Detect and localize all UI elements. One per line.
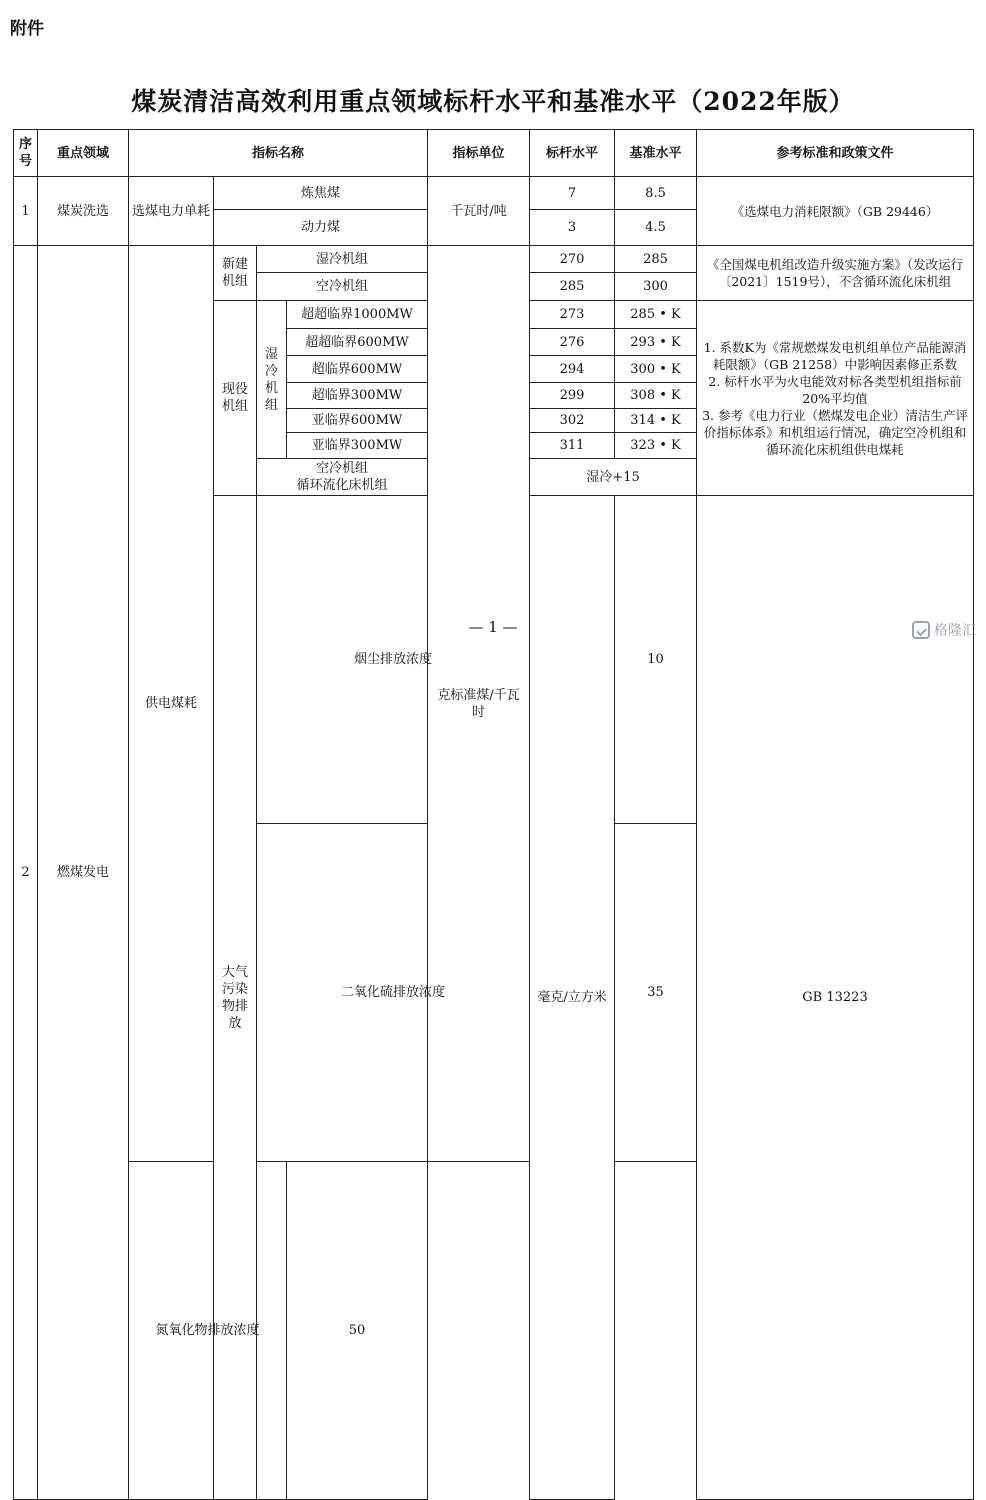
new-item-name: 湿冷机组 [257, 246, 428, 273]
wet-group: 湿冷机组 [257, 301, 287, 459]
emission-item-benchmark: 35 [615, 824, 697, 1162]
emission-item-name: 氮氧化物排放浓度 [129, 1162, 287, 1500]
existing-item-name: 亚临界600MW [287, 409, 428, 433]
row1-reference: 《选煤电力消耗限额》（GB 29446） [697, 177, 974, 246]
header-reference: 参考标准和政策文件 [697, 130, 974, 177]
header-seq: 序号 [14, 130, 38, 177]
existing-item-benchmark: 311 [530, 433, 615, 459]
existing-item-baseline: 308 • K [615, 383, 697, 409]
attachment-label: 附件 [10, 19, 44, 39]
existing-item-name: 超临界300MW [287, 383, 428, 409]
existing-reference-line: 3. 参考《电力行业（燃煤发电企业）清洁生产评价指标体系》和机组运行情况，确定空冷机组和循环流化床机组供电煤耗 [702, 407, 968, 457]
new-item-benchmark: 285 [530, 273, 615, 301]
existing-item-baseline: 300 • K [615, 356, 697, 383]
supply-indicator: 供电煤耗 [129, 246, 214, 1162]
row1-item-benchmark: 7 [530, 177, 615, 210]
table-row [14, 177, 974, 210]
row2-seq: 2 [14, 246, 38, 1500]
aircool-name [257, 459, 428, 496]
existing-item-benchmark: 302 [530, 409, 615, 433]
existing-item-name: 超超临界600MW [287, 329, 428, 356]
existing-item-baseline: 314 • K [615, 409, 697, 433]
header-field: 重点领域 [38, 130, 129, 177]
emission-unit: 毫克/立方米 [530, 496, 615, 1500]
row1-indicator: 选煤电力单耗 [129, 177, 214, 246]
row1-item-benchmark: 3 [530, 210, 615, 246]
row1-seq: 1 [14, 177, 38, 246]
emission-item-benchmark: 50 [287, 1162, 428, 1500]
watermark-text: 格隆汇 [934, 623, 976, 639]
existing-item-benchmark: 299 [530, 383, 615, 409]
row1-field: 煤炭洗选 [38, 177, 129, 246]
row1-item-name: 动力煤 [214, 210, 428, 246]
table-row [14, 246, 974, 273]
existing-item-benchmark: 276 [530, 329, 615, 356]
row1-item-baseline: 8.5 [615, 177, 697, 210]
existing-item-benchmark: 294 [530, 356, 615, 383]
aircool-line: 空冷机组 [316, 461, 369, 476]
new-group: 新建机组 [214, 246, 257, 301]
existing-item-baseline: 293 • K [615, 329, 697, 356]
emission-item-name: 烟尘排放浓度 [257, 496, 530, 824]
existing-item-name: 亚临界300MW [287, 433, 428, 459]
watermark [912, 620, 976, 640]
header-baseline: 基准水平 [615, 130, 697, 177]
existing-reference [697, 301, 974, 496]
row2-field: 燃煤发电 [38, 246, 129, 1500]
header-indicator: 指标名称 [129, 130, 428, 177]
aircool-value: 湿冷+15 [530, 459, 697, 496]
watermark-logo-icon [912, 621, 930, 639]
existing-item-name: 超临界600MW [287, 356, 428, 383]
new-item-benchmark: 270 [530, 246, 615, 273]
header-unit: 指标单位 [428, 130, 530, 177]
emission-baseline: GB 13223 [697, 496, 974, 1500]
existing-item-benchmark: 273 [530, 301, 615, 329]
existing-reference-line: 1. 系数K为《常规燃煤发电机组单位产品能源消耗限额》（GB 21258）中影响因素修正系数 [703, 339, 967, 372]
row1-item-name: 炼焦煤 [214, 177, 428, 210]
emission-item-benchmark: 10 [615, 496, 697, 824]
new-item-baseline: 300 [615, 273, 697, 301]
header-benchmark: 标杆水平 [530, 130, 615, 177]
emission-indicator: 大气污染物排放 [214, 496, 257, 1500]
existing-item-name: 超超临界1000MW [287, 301, 428, 329]
existing-item-baseline: 323 • K [615, 433, 697, 459]
new-item-name: 空冷机组 [257, 273, 428, 301]
new-item-baseline: 285 [615, 246, 697, 273]
supply-unit: 克标准煤/千瓦时 [428, 246, 530, 1162]
document-title: 煤炭清洁高效利用重点领域标杆水平和基准水平（2022年版） [131, 87, 855, 116]
header-row [14, 130, 974, 177]
row1-unit: 千瓦时/吨 [428, 177, 530, 246]
existing-item-baseline: 285 • K [615, 301, 697, 329]
benchmark-table [13, 129, 974, 1500]
aircool-line: 循环流化床机组 [296, 478, 388, 493]
page-number: — 1 — [468, 618, 518, 636]
existing-reference-line: 2. 标杆水平为火电能效对标各类型机组指标前20%平均值 [708, 373, 962, 406]
emission-item-name: 二氧化硫排放浓度 [257, 824, 530, 1162]
existing-group: 现役机组 [214, 301, 257, 496]
new-reference: 《全国煤电机组改造升级实施方案》（发改运行〔2021〕1519号），不含循环流化床机组 [697, 246, 974, 301]
row1-item-baseline: 4.5 [615, 210, 697, 246]
